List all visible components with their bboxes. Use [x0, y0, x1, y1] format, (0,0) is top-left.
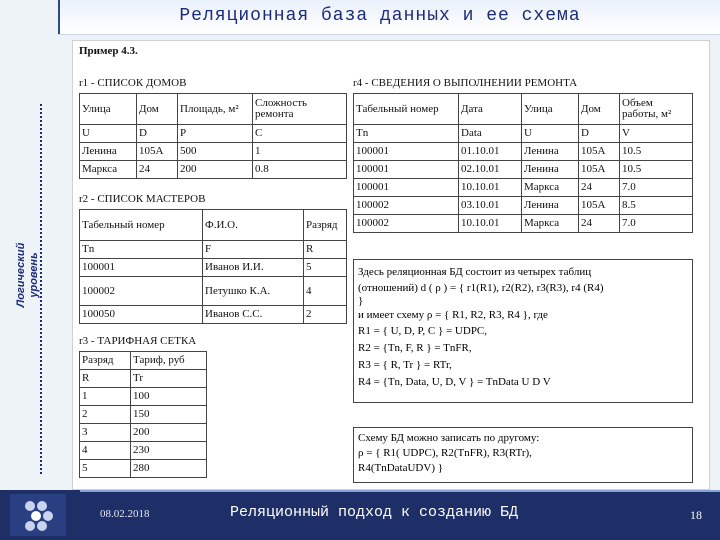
table-cell: 03.10.01 — [459, 197, 522, 215]
table-row — [354, 161, 693, 179]
formula-line: Схему БД можно записать по другому: — [358, 432, 540, 444]
table-r1 — [79, 93, 347, 179]
table-row — [80, 406, 207, 424]
table-cell: 105А — [579, 197, 620, 215]
r2-caption: r2 - СПИСОК МАСТЕРОВ — [79, 193, 206, 205]
table-cell: 200 — [178, 161, 253, 179]
table-cell: 100002 — [80, 277, 203, 306]
table-header-cell: Улица — [522, 94, 579, 125]
table-cell: 10.10.01 — [459, 215, 522, 233]
formula-line: } — [358, 295, 364, 307]
footer-divider — [80, 490, 720, 492]
table-cell: 10.5 — [620, 143, 693, 161]
footer-date: 08.02.2018 — [100, 508, 150, 520]
table-cell: V — [620, 125, 693, 143]
table-header-row — [354, 94, 693, 125]
document-image — [72, 40, 710, 490]
table-header-cell: Ф.И.О. — [203, 210, 304, 241]
table-cell: 5 — [80, 460, 131, 478]
table-cell: 100001 — [354, 161, 459, 179]
table-cell: 100001 — [354, 143, 459, 161]
table-cell: 230 — [131, 442, 207, 460]
table-cell: 4 — [80, 442, 131, 460]
formula-line: R4(TnDataUDV) } — [358, 462, 444, 474]
table-cell: 100002 — [354, 197, 459, 215]
table-cell: Tn — [354, 125, 459, 143]
table-row — [80, 125, 347, 143]
formula-line: R2 = {Tn, F, R } = TnFR, — [358, 342, 472, 354]
table-row — [80, 241, 347, 259]
table-row — [354, 215, 693, 233]
table-r2 — [79, 209, 347, 324]
dots-logo-icon — [10, 494, 66, 536]
table-row — [80, 370, 207, 388]
table-cell: 2 — [80, 406, 131, 424]
table-cell: U — [522, 125, 579, 143]
table-cell: 10.10.01 — [459, 179, 522, 197]
table-cell: 2 — [304, 306, 347, 324]
table-header-row — [80, 94, 347, 125]
table-row — [354, 179, 693, 197]
r1-caption: r1 - СПИСОК ДОМОВ — [79, 77, 187, 89]
footer-bar — [0, 490, 720, 540]
table-cell: 100001 — [354, 179, 459, 197]
table-cell: Маркса — [522, 215, 579, 233]
table-header-cell: Объем работы, м² — [620, 94, 693, 125]
table-cell: 1 — [80, 388, 131, 406]
table-cell: 8.5 — [620, 197, 693, 215]
table-cell: 5 — [304, 259, 347, 277]
table-cell: 24 — [579, 179, 620, 197]
table-cell: 100 — [131, 388, 207, 406]
side-label: Логический уровень — [15, 242, 40, 308]
table-cell: U — [80, 125, 137, 143]
table-cell: R — [304, 241, 347, 259]
table-cell: Tr — [131, 370, 207, 388]
r3-caption: r3 - ТАРИФНАЯ СЕТКА — [79, 335, 197, 347]
footer-title: Реляционный подход к созданию БД — [230, 504, 519, 521]
table-cell: 150 — [131, 406, 207, 424]
table-cell: 0.8 — [253, 161, 347, 179]
table-header-cell: Дата — [459, 94, 522, 125]
table-cell: 1 — [253, 143, 347, 161]
table-cell: Ленина — [522, 197, 579, 215]
table-cell: 105А — [579, 161, 620, 179]
table-cell: 3 — [80, 424, 131, 442]
table-header-cell: Табельный номер — [80, 210, 203, 241]
table-row — [354, 125, 693, 143]
r4-caption: r4 - СВЕДЕНИЯ О ВЫПОЛНЕНИИ РЕМОНТА — [353, 77, 578, 89]
table-cell: Ленина — [80, 143, 137, 161]
formula-line: ρ = { R1( UDPC), R2(TnFR), R3(RTr), — [358, 447, 532, 459]
table-cell: R — [80, 370, 131, 388]
table-cell: D — [137, 125, 178, 143]
table-header-cell: Разряд — [80, 352, 131, 370]
table-row — [80, 306, 347, 324]
table-cell: Ленина — [522, 161, 579, 179]
table-cell: Маркса — [522, 179, 579, 197]
formula-line: R4 = {Tn, Data, U, D, V } = TnData U D V — [358, 376, 551, 388]
table-cell: Ленина — [522, 143, 579, 161]
table-cell: 10.5 — [620, 161, 693, 179]
table-cell: 24 — [579, 215, 620, 233]
table-row — [80, 388, 207, 406]
title-divider — [58, 0, 60, 34]
example-label: Пример 4.3. — [79, 45, 138, 57]
page-number: 18 — [690, 508, 702, 522]
table-cell: P — [178, 125, 253, 143]
table-cell: Петушко К.А. — [203, 277, 304, 306]
table-row — [80, 161, 347, 179]
table-cell: 7.0 — [620, 215, 693, 233]
formula-line: (отношений) d ( ρ ) = { r1(R1), r2(R2), r3(R3), r4 (R4) — [358, 282, 604, 294]
table-header-cell: Сложность ремонта — [253, 94, 347, 125]
formula-line: и имеет схему ρ = { R1, R2, R3, R4 }, где — [358, 309, 548, 321]
table-row — [354, 143, 693, 161]
table-cell: 280 — [131, 460, 207, 478]
table-header-cell: Дом — [579, 94, 620, 125]
table-cell: 105А — [579, 143, 620, 161]
table-header-cell: Площадь, м² — [178, 94, 253, 125]
formula-line: R3 = { R, Tr } = RTr, — [358, 359, 452, 371]
table-row — [80, 259, 347, 277]
table-cell: 500 — [178, 143, 253, 161]
table-cell: Маркса — [80, 161, 137, 179]
table-row — [354, 197, 693, 215]
table-cell: 200 — [131, 424, 207, 442]
table-cell: C — [253, 125, 347, 143]
table-row — [80, 442, 207, 460]
table-row — [80, 424, 207, 442]
table-cell: Иванов С.С. — [203, 306, 304, 324]
table-header-cell: Разряд — [304, 210, 347, 241]
table-cell: 24 — [137, 161, 178, 179]
schema-description — [353, 259, 693, 403]
table-row — [80, 143, 347, 161]
schema-alt-notation — [353, 427, 693, 483]
table-cell: Иванов И.И. — [203, 259, 304, 277]
table-row — [80, 460, 207, 478]
table-header-cell: Дом — [137, 94, 178, 125]
table-cell: 7.0 — [620, 179, 693, 197]
table-cell: F — [203, 241, 304, 259]
table-cell: 105А — [137, 143, 178, 161]
table-cell: 100001 — [80, 259, 203, 277]
table-cell: 01.10.01 — [459, 143, 522, 161]
table-cell: 4 — [304, 277, 347, 306]
table-header-cell: Тариф, руб — [131, 352, 207, 370]
table-r4 — [353, 93, 693, 233]
table-row — [80, 277, 347, 306]
table-header-row — [80, 352, 207, 370]
table-cell: 100002 — [354, 215, 459, 233]
table-cell: D — [579, 125, 620, 143]
table-header-cell: Улица — [80, 94, 137, 125]
table-header-row — [80, 210, 347, 241]
formula-line: Здесь реляционная БД состоит из четырех таблиц — [358, 266, 592, 278]
side-panel — [0, 34, 58, 490]
table-cell: 02.10.01 — [459, 161, 522, 179]
table-cell: 100050 — [80, 306, 203, 324]
formula-line: R1 = { U, D, P, C } = UDPC, — [358, 325, 488, 337]
table-cell: Tn — [80, 241, 203, 259]
table-cell: Data — [459, 125, 522, 143]
table-r3 — [79, 351, 207, 478]
table-header-cell: Табельный номер — [354, 94, 459, 125]
slide-title: Реляционная база данных и ее схема — [179, 6, 581, 26]
